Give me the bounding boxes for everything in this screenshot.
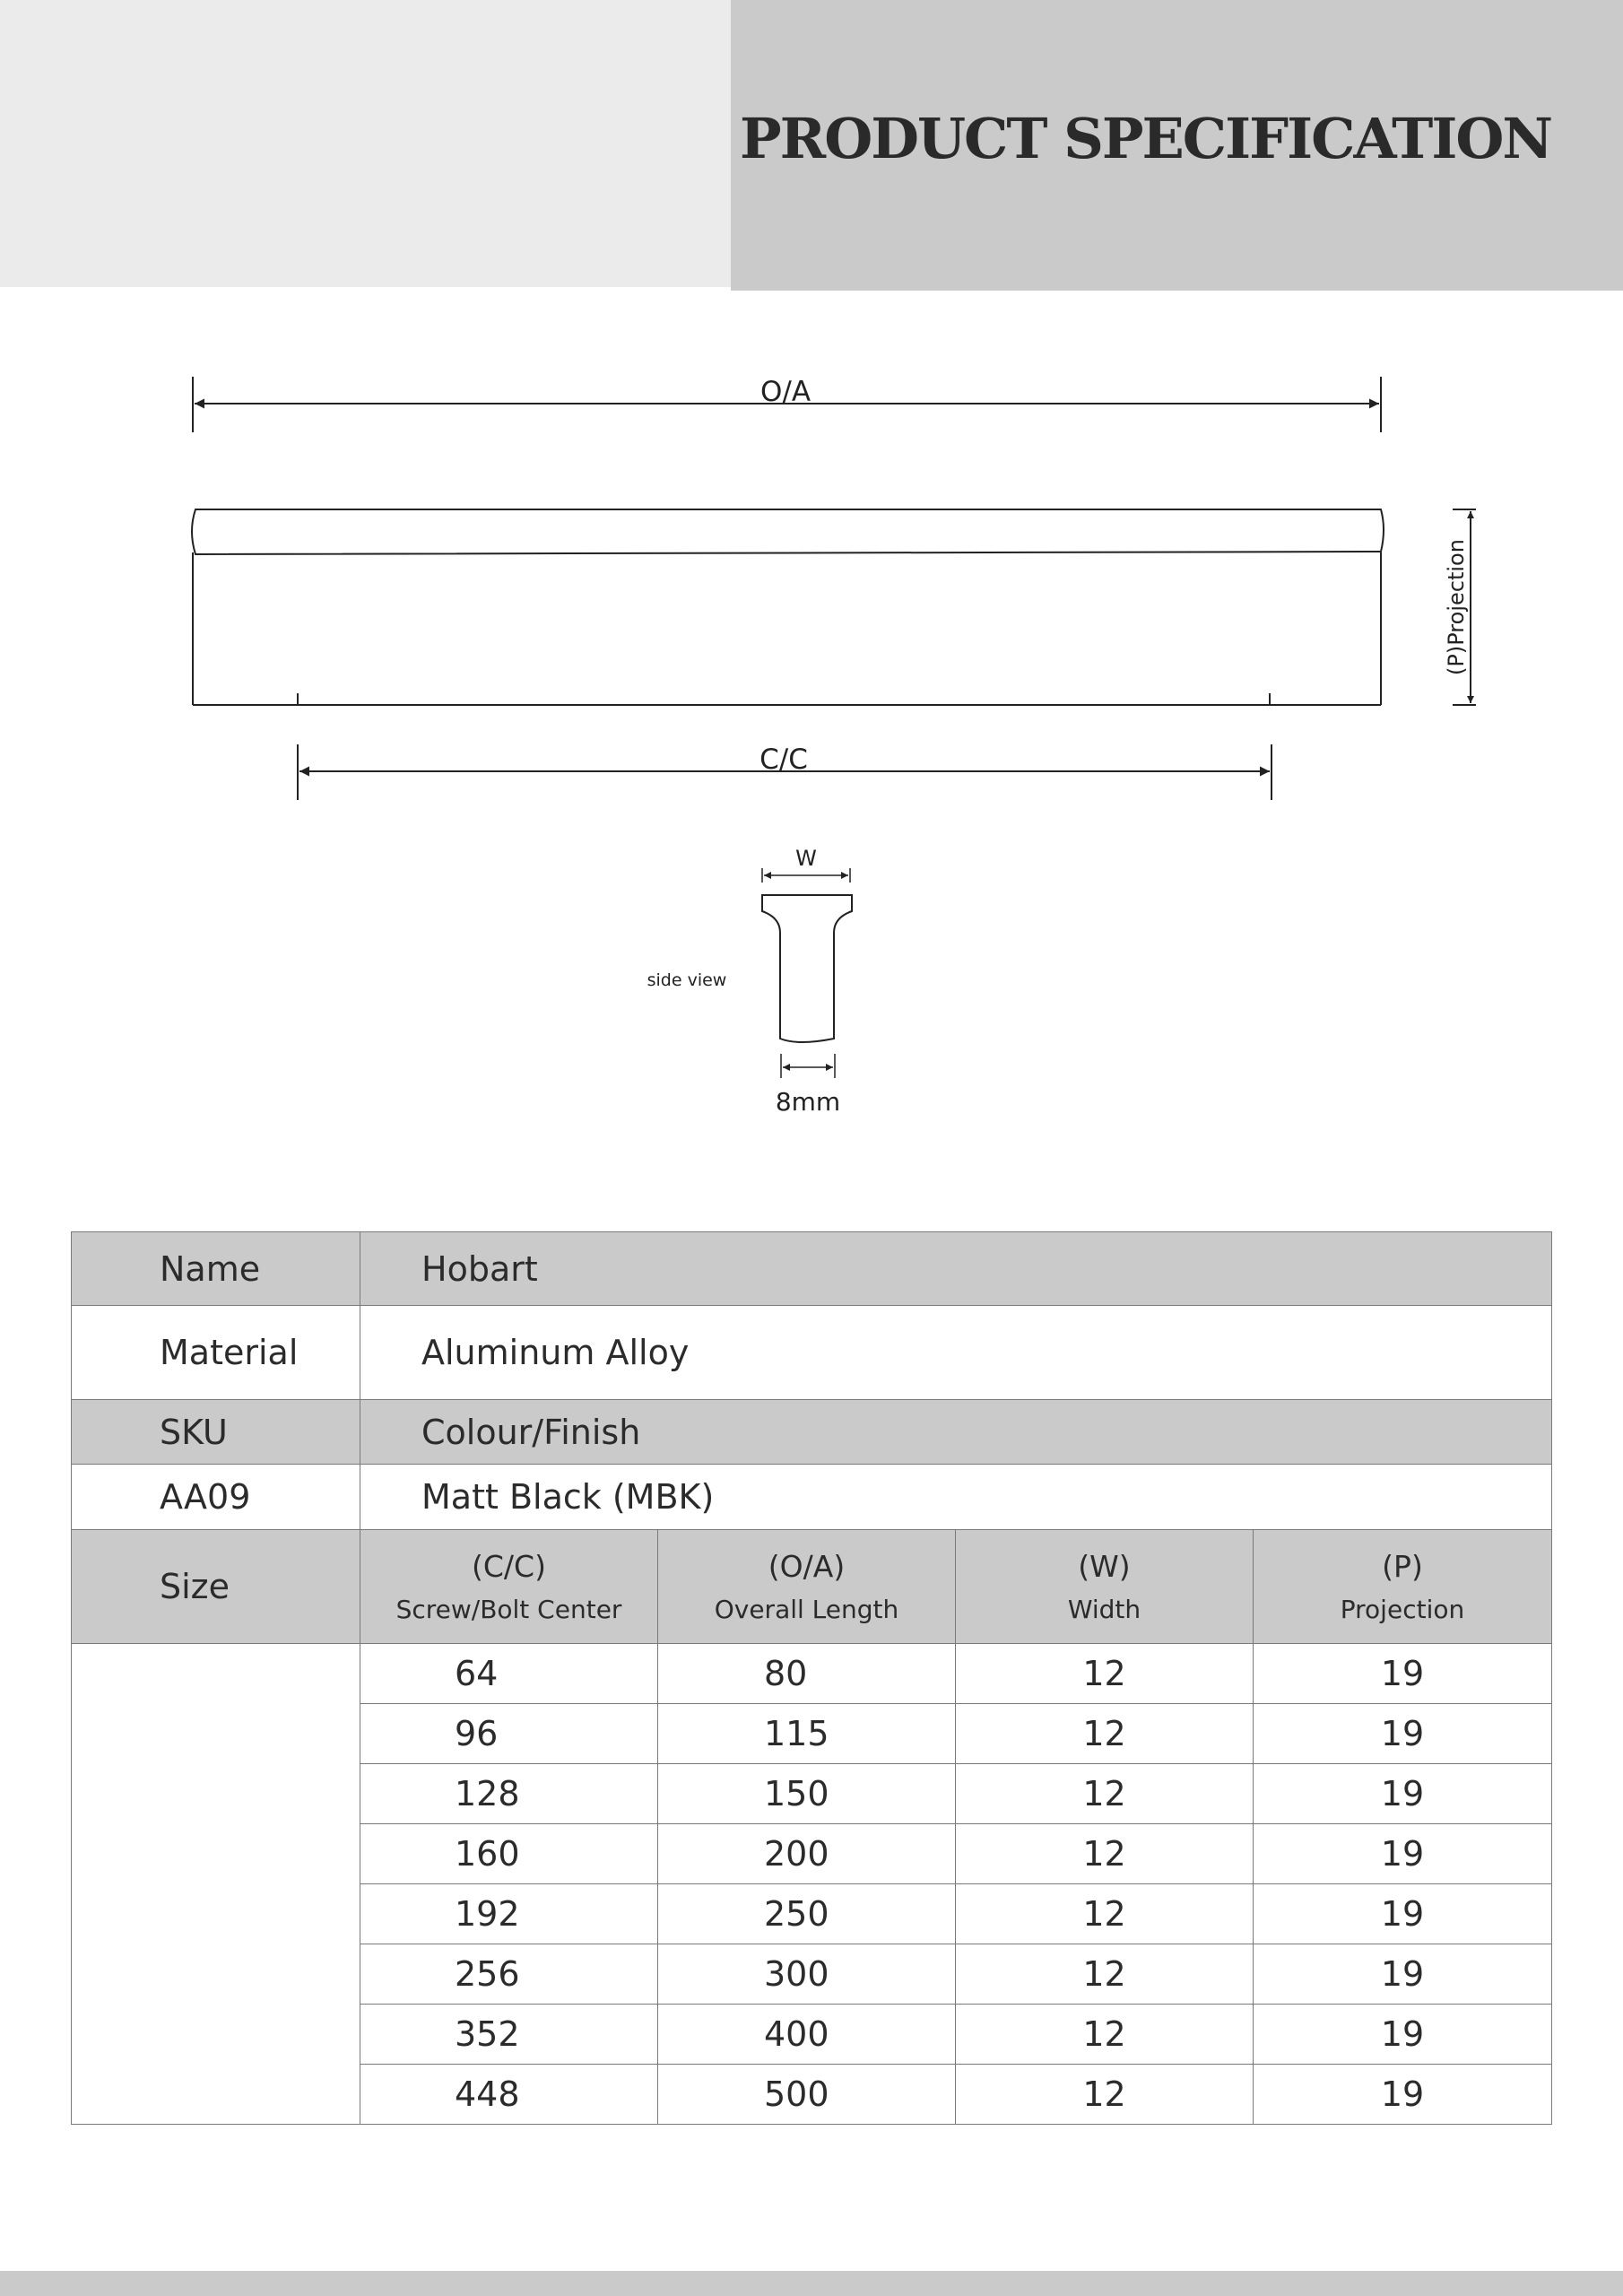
overall-length-label: O/A: [759, 376, 812, 408]
finish-label: Colour/Finish: [360, 1400, 1552, 1465]
oa-cell: 250: [658, 1884, 956, 1944]
technical-drawing: [0, 305, 1623, 1139]
handle-front-view: [192, 509, 1384, 705]
spec-table: [71, 1231, 1552, 2125]
column-full: Screw/Bolt Center: [395, 1595, 622, 1625]
column-header-w: [956, 1530, 1254, 1644]
name-value: Hobart: [360, 1232, 1552, 1306]
center-to-center-label: C/C: [759, 744, 808, 776]
size-header-row: [72, 1530, 1552, 1644]
column-header-cc: [360, 1530, 658, 1644]
stem-width-label: 8mm: [775, 1087, 841, 1117]
sku-label: SKU: [72, 1400, 360, 1465]
cc-cell: 96: [360, 1704, 658, 1764]
w-cell: 12: [956, 1884, 1254, 1944]
w-cell: 12: [956, 1644, 1254, 1704]
size-spacer-cell: [72, 1644, 360, 2125]
p-cell: 19: [1254, 1824, 1552, 1884]
size-label: Size: [72, 1530, 360, 1644]
oa-cell: 500: [658, 2065, 956, 2125]
cc-cell: 128: [360, 1764, 658, 1824]
table-row: [72, 1644, 1552, 1704]
name-label: Name: [72, 1232, 360, 1306]
p-cell: 19: [1254, 1884, 1552, 1944]
header-left-panel: [0, 0, 731, 287]
column-full: Projection: [1340, 1595, 1465, 1625]
oa-cell: 150: [658, 1764, 956, 1824]
column-full: Width: [1067, 1595, 1141, 1625]
cc-cell: 64: [360, 1644, 658, 1704]
material-label: Material: [72, 1306, 360, 1400]
column-abbr: (W): [1078, 1548, 1131, 1584]
material-row: [72, 1306, 1552, 1400]
width-label: W: [795, 846, 817, 871]
p-cell: 19: [1254, 1704, 1552, 1764]
sku-header-row: [72, 1400, 1552, 1465]
cc-cell: 352: [360, 2005, 658, 2065]
oa-cell: 200: [658, 1824, 956, 1884]
side-view-label: side view: [647, 970, 727, 990]
cc-cell: 192: [360, 1884, 658, 1944]
w-cell: 12: [956, 1704, 1254, 1764]
column-full: Overall Length: [714, 1595, 899, 1625]
overall-length-dimension: [193, 376, 1381, 432]
column-abbr: (C/C): [472, 1548, 546, 1584]
side-view-drawing: [647, 846, 852, 1117]
center-to-center-dimension: [298, 744, 1271, 800]
w-cell: 12: [956, 2005, 1254, 2065]
oa-cell: 400: [658, 2005, 956, 2065]
oa-cell: 80: [658, 1644, 956, 1704]
w-cell: 12: [956, 1824, 1254, 1884]
column-header-p: [1254, 1530, 1552, 1644]
cc-cell: 256: [360, 1944, 658, 2005]
p-cell: 19: [1254, 2065, 1552, 2125]
w-cell: 12: [956, 1944, 1254, 2005]
material-value: Aluminum Alloy: [360, 1306, 1552, 1400]
projection-label: (P)Projection: [1444, 539, 1469, 675]
p-cell: 19: [1254, 2005, 1552, 2065]
projection-dimension: [1444, 509, 1476, 705]
column-header-oa: [658, 1530, 956, 1644]
page-title: PRODUCT SPECIFICATION: [740, 106, 1551, 171]
w-cell: 12: [956, 2065, 1254, 2125]
cc-cell: 160: [360, 1824, 658, 1884]
p-cell: 19: [1254, 1644, 1552, 1704]
column-abbr: (P): [1382, 1548, 1423, 1584]
finish-value: Matt Black (MBK): [360, 1465, 1552, 1530]
cc-cell: 448: [360, 2065, 658, 2125]
sku-value: AA09: [72, 1465, 360, 1530]
sku-value-row: [72, 1465, 1552, 1530]
header-right-panel: [731, 0, 1623, 291]
p-cell: 19: [1254, 1764, 1552, 1824]
footer-bar: [0, 2271, 1623, 2296]
column-abbr: (O/A): [768, 1548, 846, 1584]
p-cell: 19: [1254, 1944, 1552, 2005]
oa-cell: 300: [658, 1944, 956, 2005]
w-cell: 12: [956, 1764, 1254, 1824]
oa-cell: 115: [658, 1704, 956, 1764]
name-row: [72, 1232, 1552, 1306]
